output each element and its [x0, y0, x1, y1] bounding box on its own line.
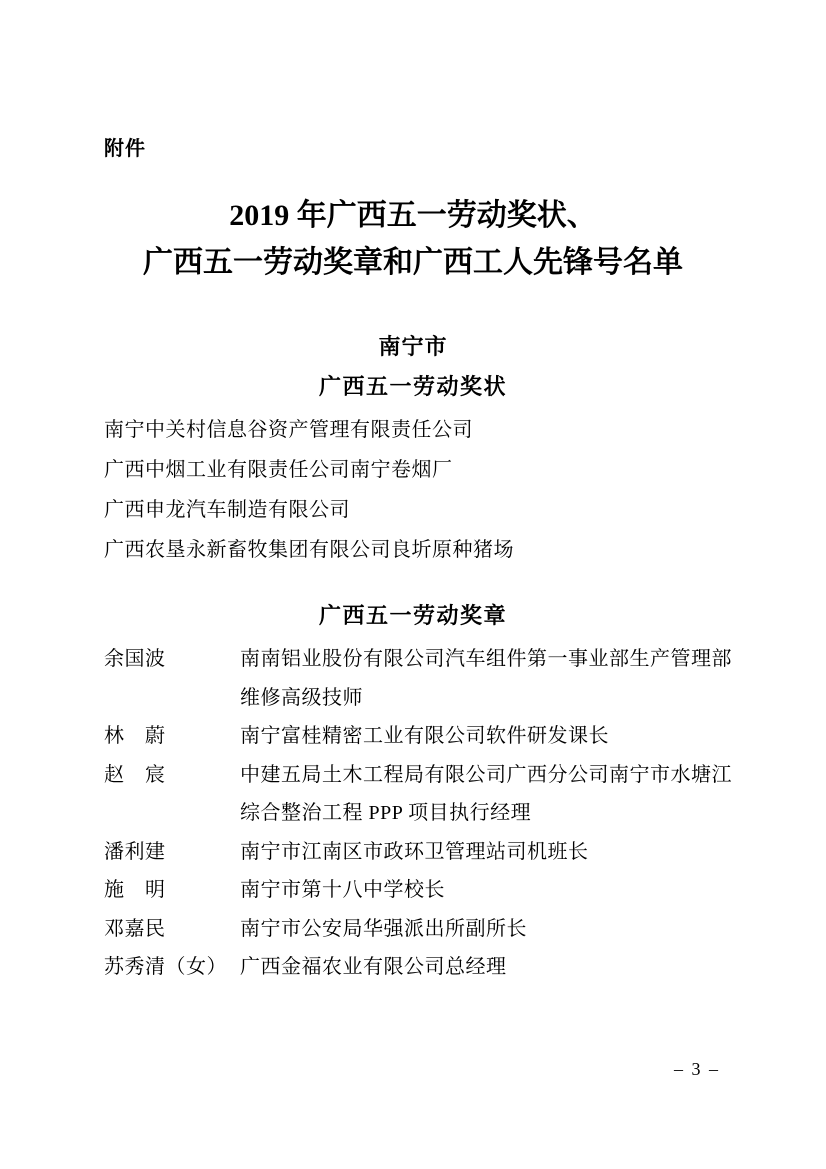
- certificate-company-list: [104, 410, 744, 570]
- city-heading: 南宁市: [378, 334, 448, 359]
- section-heading-certificate: 广西五一劳动奖状: [318, 374, 507, 399]
- recipient-row: [104, 640, 740, 717]
- recipient-row: [104, 871, 740, 910]
- recipient-title: 南宁市江南区市政环卫管理站司机班长: [240, 840, 589, 863]
- recipient-title: 广西金福农业有限公司总经理: [240, 956, 507, 978]
- company-item: 广西农垦永新畜牧集团有限公司良圻原种猪场: [104, 539, 514, 561]
- company-item: 广西中烟工业有限责任公司南宁卷烟厂: [104, 459, 453, 481]
- recipient-row: [104, 948, 740, 987]
- recipient-name: 苏秀清（女）: [104, 956, 227, 978]
- recipient-name: 潘利建: [104, 840, 166, 863]
- recipient-row: [104, 717, 740, 756]
- document-title-line-2: 广西五一劳动奖章和广西工人先锋号名单: [143, 246, 683, 279]
- company-item: 南宁中关村信息谷资产管理有限责任公司: [104, 419, 473, 441]
- section-heading-medal: 广西五一劳动奖章: [318, 603, 507, 628]
- medal-recipient-list: [104, 640, 740, 987]
- recipient-name: 林 蔚: [104, 725, 166, 747]
- recipient-name: 邓嘉民: [104, 917, 166, 940]
- recipient-title: 南南铝业股份有限公司汽车组件第一事业部生产管理部维修高级技师: [240, 648, 732, 709]
- recipient-row: [104, 910, 740, 949]
- recipient-row: [104, 756, 740, 833]
- recipient-row: [104, 833, 740, 872]
- document-title: [0, 192, 826, 286]
- recipient-title: 南宁富桂精密工业有限公司软件研发课长: [240, 725, 609, 747]
- attachment-label: 附件: [104, 138, 146, 160]
- recipient-title: 南宁市第十八中学校长: [240, 879, 445, 901]
- page-number: – 3 –: [674, 1059, 720, 1079]
- recipient-title: 南宁市公安局华强派出所副所长: [240, 917, 527, 940]
- recipient-name: 赵 宸: [104, 763, 166, 786]
- document-title-line-1: 2019 年广西五一劳动奖状、: [229, 199, 597, 232]
- company-item: 广西申龙汽车制造有限公司: [104, 499, 350, 521]
- recipient-name: 余国波: [104, 648, 166, 670]
- recipient-title: 中建五局土木工程局有限公司广西分公司南宁市水塘江综合整治工程 PPP 项目执行经理: [240, 763, 732, 824]
- recipient-name: 施 明: [104, 879, 166, 901]
